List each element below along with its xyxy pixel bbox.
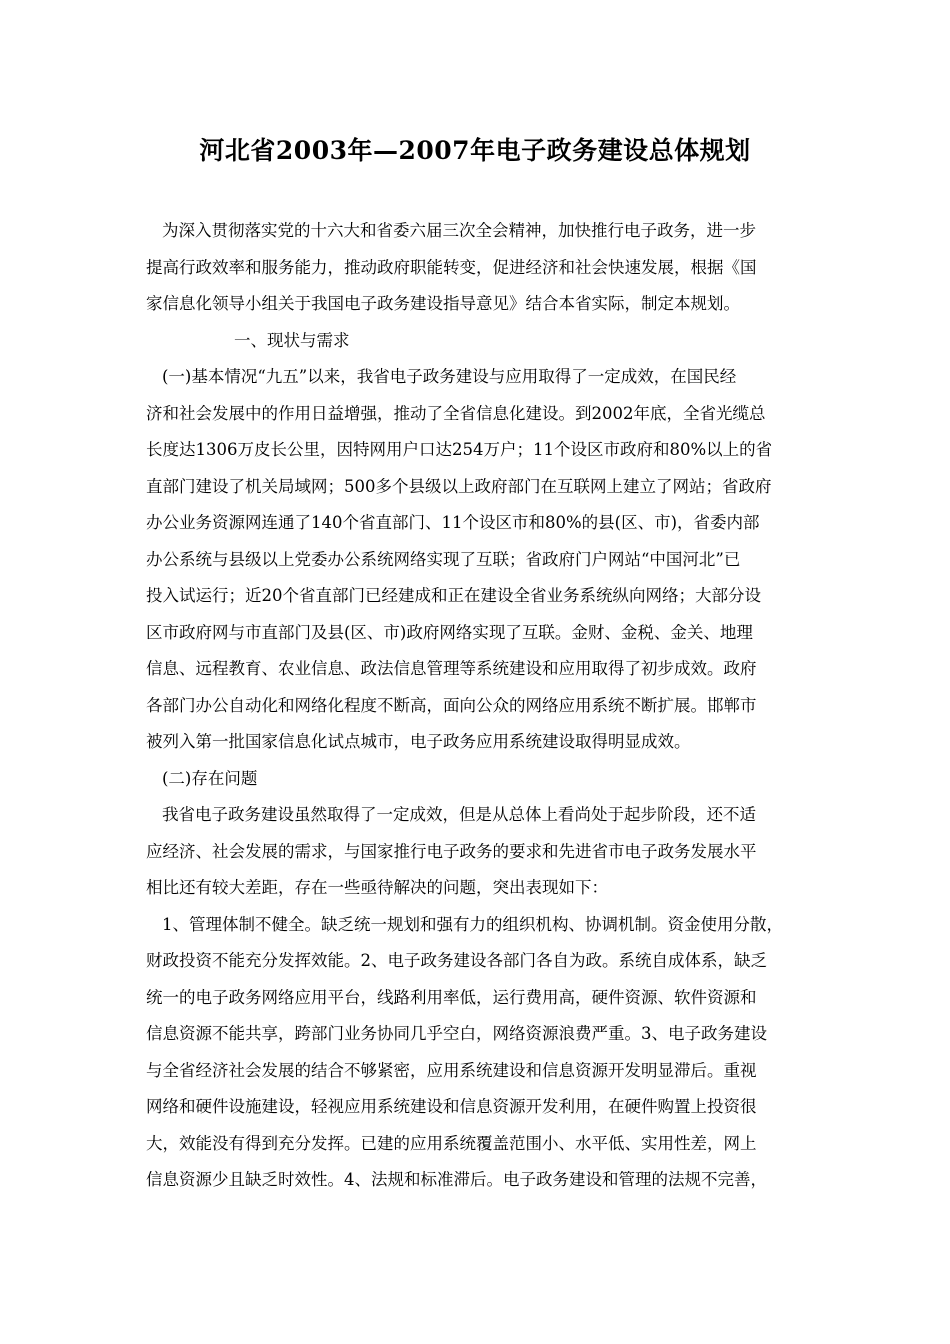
text-line: 信息、远程教育、农业信息、政法信息管理等系统建设和应用取得了初步成效。政府 xyxy=(146,659,757,678)
text-line: 各部门办公自动化和网络化程度不断高，面向公众的网络应用系统不断扩展。邯郸市 xyxy=(146,695,757,715)
text-line: 提高行政效率和服务能力，推动政府职能转变，促进经济和社会快速发展，根据《国 xyxy=(146,257,757,277)
text-line: 区市政府网与市直部门及县(区、市)政府网络实现了互联。金财、金税、金关、地理 xyxy=(146,622,753,642)
text-line: (一)基本情况“九五”以来，我省电子政务建设与应用取得了一定成效，在国民经 xyxy=(162,367,737,386)
text-line: 长度达1306万皮长公里，因特网用户口达254万户；11个设区市政府和80%以上的省 xyxy=(146,440,773,459)
text-line: 应经济、社会发展的需求，与国家推行电子政务的要求和先进省市电子政务发展水平 xyxy=(146,841,757,861)
text-line: 网络和硬件设施建设，轻视应用系统建设和信息资源开发利用，在硬件购置上投资很 xyxy=(146,1097,757,1116)
text-line: 投入试运行；近20个省直部门已经建成和正在建设全省业务系统纵向网络；大部分设 xyxy=(146,586,761,605)
text-line: 相比还有较大差距，存在一些亟待解决的问题，突出表现如下： xyxy=(146,878,608,897)
text-line: 1、管理体制不健全。缺乏统一规划和强有力的组织机构、协调机制。资金使用分散， xyxy=(162,914,783,934)
text-line: 我省电子政务建设虽然取得了一定成效，但是从总体上看尚处于起步阶段，还不适 xyxy=(162,805,756,824)
text-line: 财政投资不能充分发挥效能。2、电子政务建设各部门各自为政。系统自成体系，缺乏 xyxy=(146,951,767,970)
text-line: 大，效能没有得到充分发挥。已建的应用系统覆盖范围小、水平低、实用性差，网上 xyxy=(146,1133,757,1153)
text-line: 济和社会发展中的作用日益增强，推动了全省信息化建设。到2002年底，全省光缆总 xyxy=(146,403,766,423)
text-line: 办公业务资源网连通了140个省直部门、11个设区市和80%的县(区、市)，省委内部 xyxy=(146,513,760,532)
text-line: 为深入贯彻落实党的十六大和省委六届三次全会精神，加快推行电子政务，进一步 xyxy=(162,221,756,240)
text-line: 办公系统与县级以上党委办公系统网络实现了互联；省政府门户网站“中国河北”已 xyxy=(146,549,741,569)
text-line: 信息资源少且缺乏时效性。4、法规和标准滞后。电子政务建设和管理的法规不完善， xyxy=(146,1170,767,1189)
text-line: 直部门建设了机关局域网；500多个县级以上政府部门在互联网上建立了网站；省政府 xyxy=(146,476,772,496)
text-line: 被列入第一批国家信息化试点城市，电子政务应用系统建设取得明显成效。 xyxy=(146,732,691,751)
text-line: 统一的电子政务网络应用平台，线路利用率低，运行费用高，硬件资源、软件资源和 xyxy=(146,987,757,1007)
text-line: 与全省经济社会发展的结合不够紧密，应用系统建设和信息资源开发明显滞后。重视 xyxy=(146,1060,757,1080)
section-heading: 一、现状与需求 xyxy=(234,330,350,350)
document-body xyxy=(146,213,826,1199)
document-title: 河北省2003年—2007年电子政务建设总体规划 xyxy=(199,136,751,165)
text-line: (二)存在问题 xyxy=(162,768,258,788)
text-line: 家信息化领导小组关于我国电子政务建设指导意见》结合本省实际，制定本规划。 xyxy=(146,294,740,313)
text-line: 信息资源不能共享，跨部门业务协同几乎空白，网络资源浪费严重。3、电子政务建设 xyxy=(146,1024,767,1043)
